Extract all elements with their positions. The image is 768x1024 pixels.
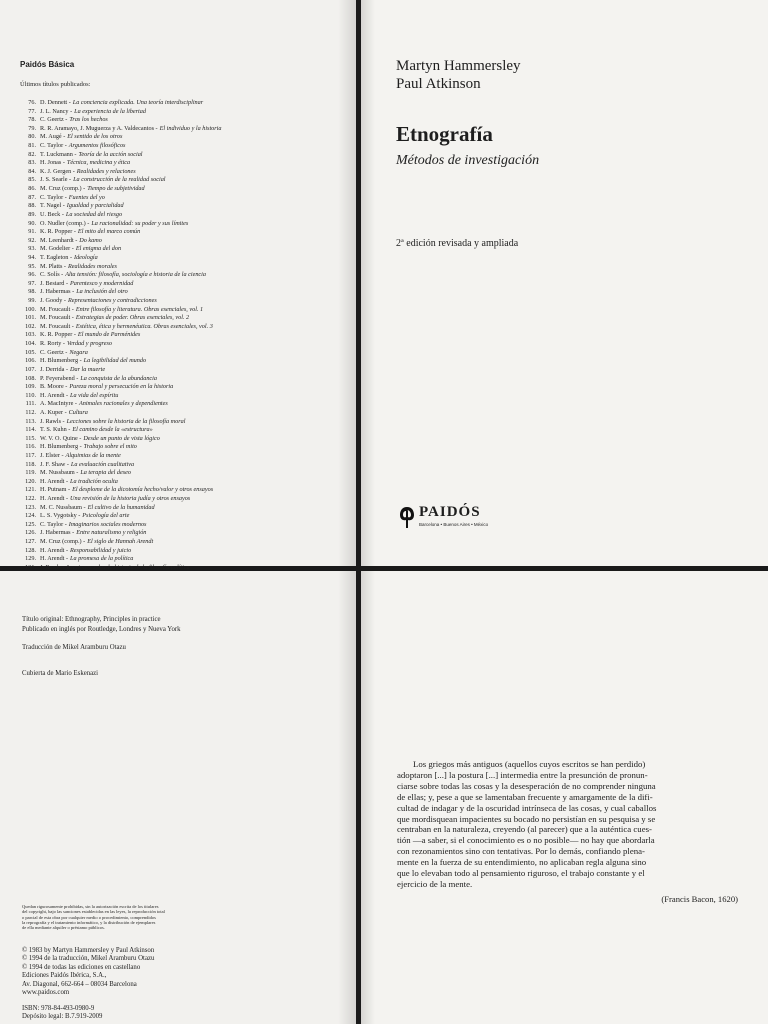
entry-number: 127.: [25, 538, 36, 546]
entry-author: A. MacIntyre -: [40, 400, 77, 408]
entry-number: 99.: [28, 297, 36, 305]
entry-author: C. Taylor -: [40, 193, 67, 201]
entry-title: El siglo de Hannah Arendt: [87, 538, 154, 546]
list-item: [20, 555, 342, 564]
entry-title: Verdad y progreso: [66, 340, 112, 348]
entry-author: C. Geertz -: [40, 116, 68, 124]
list-item: [20, 116, 342, 125]
epigraph-line: cultad de indagar y de la oscuridad intrínseca de las cosas, y cual caballos: [397, 802, 657, 813]
entry-author: J. Goody -: [40, 297, 66, 305]
entry-author: T. Nagel -: [40, 202, 65, 210]
copyright-line: Ediciones Paidós Ibérica, S.A.,: [22, 972, 107, 980]
entry-author: L. S. Vygotsky -: [40, 512, 81, 520]
entry-author: D. Dennett -: [40, 99, 71, 106]
legal-line: o parcial de esta obra por cualquier medio o procedimiento, comprendidos: [22, 914, 156, 920]
entry-author: M. Cruz (comp.) -: [40, 185, 86, 193]
epigraph-line: ciarse sobre todas las cosas y la desesperación de no comprender ninguna: [397, 780, 656, 791]
entry-author: H. Putnam -: [40, 486, 71, 494]
entry-number: 113.: [25, 417, 36, 425]
list-item: [20, 306, 342, 315]
entry-author: H. Arendt -: [40, 477, 69, 485]
entry-number: 120.: [25, 477, 36, 485]
entry-author: O. Nudler (comp.) -: [40, 219, 90, 227]
entry-title: Entre filosofía y literatura. Obras esenciales, vol. 1: [75, 305, 204, 313]
published-titles-list: [20, 99, 342, 573]
entry-author: J. F. Shaw -: [40, 460, 69, 468]
list-item: [20, 418, 342, 427]
list-item: [20, 538, 342, 547]
list-item: [20, 314, 342, 323]
entry-title: Desde un punto de vista lógico: [83, 434, 160, 442]
entry-author: C. Taylor -: [40, 142, 67, 150]
entry-title: La inclusión del otro: [76, 288, 128, 296]
entry-title: Entre naturalismo y religión: [76, 529, 147, 537]
entry-number: 96.: [28, 271, 36, 279]
list-item: [20, 495, 342, 504]
epigraph-line: centraban en la naturaleza, creyendo (al parecer) que a la auténtica cues-: [397, 824, 652, 835]
original-publisher: Publicado en inglés por Routledge, Londres y Nueva York: [22, 626, 181, 633]
entry-title: Alquimias de la mente: [65, 451, 121, 459]
list-item: [20, 280, 342, 289]
list-item: [20, 400, 342, 409]
legal-line: del copyright, bajo las sanciones establecidas en las leyes, la reproducción total: [22, 909, 165, 915]
epigraph-line: con rezonamientos sino con tentativas. Por lo demás, confiando plena-: [397, 846, 645, 857]
entry-author: J. S. Searle -: [40, 176, 72, 184]
list-item: [20, 529, 342, 538]
list-item: [20, 151, 342, 160]
entry-number: 118.: [25, 460, 36, 468]
entry-number: 102.: [25, 322, 36, 330]
original-title: Título original: Ethnography, Principles in practice: [22, 616, 161, 623]
list-item: [20, 357, 342, 366]
list-item: [20, 108, 342, 117]
entry-title: La construcción de la realidad social: [73, 176, 166, 184]
latest-titles-label: Últimos títulos publicados:: [20, 81, 91, 88]
list-item: [20, 323, 342, 332]
entry-number: 100.: [25, 305, 36, 313]
entry-title: Realidades y relaciones: [76, 167, 136, 175]
list-item: [20, 392, 342, 401]
series-list-page: [0, 0, 356, 571]
entry-number: 117.: [25, 451, 36, 459]
entry-title: Negara: [69, 348, 88, 356]
cover-credit: Cubierta de Mario Eskenazi: [22, 670, 99, 677]
entry-title: El mito del marco común: [77, 228, 141, 236]
entry-title: El enigma del don: [75, 245, 122, 253]
entry-title: El desplome de la dicotomía hecho/valor y otros ensayos: [72, 486, 214, 494]
title-page: [361, 0, 768, 566]
entry-author: H. Arendt -: [40, 391, 69, 399]
entry-author: J. Elster -: [40, 451, 64, 459]
entry-number: 87.: [28, 193, 36, 201]
list-item: [20, 288, 342, 297]
entry-number: 121.: [25, 486, 36, 494]
entry-number: 124.: [25, 512, 36, 520]
entry-author: K. R. Popper -: [40, 228, 76, 236]
entry-title: El sentido de los otros: [67, 133, 123, 141]
list-item: [20, 168, 342, 177]
list-item: [20, 99, 342, 108]
entry-number: 116.: [25, 443, 36, 451]
entry-number: 128.: [25, 546, 36, 554]
epigraph-attribution: (Francis Bacon, 1620): [661, 894, 738, 904]
entry-author: C. Solís -: [40, 271, 64, 279]
epigraph-line: tión —a saber, si el conocimiento es o no posible— no hay que abordarla: [397, 835, 655, 846]
entry-title: Realidades morales: [67, 262, 117, 270]
entry-author: C. Geertz -: [40, 348, 68, 356]
entry-author: H. Blumenberg -: [40, 443, 82, 451]
entry-author: J. Rawls -: [40, 417, 65, 425]
entry-number: 94.: [28, 253, 36, 261]
list-item: [20, 366, 342, 375]
author-name-2: Paul Atkinson: [396, 76, 481, 92]
legal-line: la reprografía y el tratamiento informático, y la distribución de ejemplares: [22, 919, 156, 925]
entry-author: W. V. O. Quine -: [40, 434, 82, 442]
epigraph-line: Los griegos más antiguos (aquellos cuyos escritos se han perdido): [413, 759, 646, 769]
entry-author: R. Rorty -: [40, 340, 65, 348]
entry-author: M. Foucault -: [40, 314, 74, 322]
author-name-1: Martyn Hammersley: [396, 58, 521, 74]
entry-author: J. Derrida -: [40, 365, 69, 373]
entry-number: 83.: [28, 159, 36, 167]
entry-author: M. Foucault -: [40, 322, 74, 330]
entry-number: 81.: [28, 142, 36, 150]
list-item: [20, 228, 342, 237]
entry-title: Técnica, medicina y ética: [66, 159, 131, 167]
page-gutter-shadow: [361, 0, 375, 566]
list-item: [20, 185, 342, 194]
list-item: [20, 409, 342, 418]
entry-title: Tras los hechos: [69, 116, 108, 124]
entry-title: Responsabilidad y juicio: [70, 546, 132, 554]
copyright-line: © 1994 de todas las ediciones en castellano: [22, 963, 141, 971]
entry-number: 82.: [28, 150, 36, 158]
entry-number: 93.: [28, 245, 36, 253]
entry-number: 115.: [25, 434, 36, 442]
entry-title: El individuo y la historia: [159, 124, 222, 132]
page-gutter-shadow: [338, 571, 356, 1024]
entry-author: J. L. Nancy -: [40, 107, 73, 115]
entry-author: M. Leenhardt -: [40, 236, 78, 244]
entry-title: Parentesco y modernidad: [70, 279, 134, 287]
entry-number: 131.: [25, 563, 36, 571]
series-name: Paidós Básica: [20, 60, 75, 69]
legal-deposit: Depósito legal: B.7.919-2009: [22, 1013, 103, 1021]
entry-author: B. Moore -: [40, 383, 68, 391]
legal-line: Quedan rigurosamente prohibidas, sin la autorización escrita de los titulares: [22, 904, 159, 909]
copyright-block: [22, 947, 154, 997]
entry-title: El camino desde la «estructura»: [72, 426, 153, 434]
entry-title: Cultura: [68, 408, 88, 416]
entry-title: Lecciones sobre la historia de la filosofía política: [66, 563, 190, 571]
copyright-line: www.paidos.com: [22, 989, 70, 997]
epigraph-quote: [397, 759, 717, 890]
entry-number: 88.: [28, 202, 36, 210]
entry-author: K. R. Popper -: [40, 331, 76, 339]
entry-number: 91.: [28, 228, 36, 236]
list-item: [20, 521, 342, 530]
entry-author: A. Kuper -: [40, 408, 67, 416]
publisher-logo: [399, 505, 488, 529]
entry-number: 119.: [25, 469, 36, 477]
list-item: [20, 297, 342, 306]
entry-number: 90.: [28, 219, 36, 227]
entry-author: M. Augé -: [40, 133, 66, 141]
entry-author: H. Arendt -: [40, 555, 69, 563]
list-item: [20, 176, 342, 185]
list-item: [20, 159, 342, 168]
list-item: [20, 478, 342, 487]
legal-notice: [22, 904, 227, 930]
list-item: [20, 426, 342, 435]
list-item: [20, 469, 342, 478]
list-item: [20, 254, 342, 263]
list-item: [20, 383, 342, 392]
publisher-name: PAIDÓS: [419, 504, 481, 520]
entry-author: M. Platts -: [40, 262, 66, 270]
entry-author: M. Cruz (comp.) -: [40, 538, 86, 546]
list-item: [20, 435, 342, 444]
entry-author: H. Jonas -: [40, 159, 65, 167]
entry-number: 109.: [25, 383, 36, 391]
entry-title: Estrategias de poder. Obras esenciales, vol. 2: [75, 314, 190, 322]
epigraph-line: adoptaron [...] la postura [...] intermedia entre la presunción de pronun-: [397, 769, 648, 780]
entry-number: 108.: [25, 374, 36, 382]
entry-author: R. R. Aramayo, J. Muguerza y A. Valdecantos -: [40, 124, 158, 132]
entry-author: M. Nussbaum -: [40, 469, 79, 477]
entry-title: Pureza moral y persecución en la historia: [69, 383, 174, 391]
entry-title: La conciencia explicada. Una teoría interdisciplinar: [72, 99, 204, 106]
entry-title: Trabajo sobre el mito: [83, 443, 137, 451]
entry-number: 84.: [28, 167, 36, 175]
entry-number: 95.: [28, 262, 36, 270]
entry-title: Lecciones sobre la historia de la filosofía moral: [66, 417, 186, 425]
entry-title: Alta tensión: filosofía, sociología e historia de la ciencia: [65, 271, 206, 279]
entry-number: 114.: [25, 426, 36, 434]
list-item: [20, 349, 342, 358]
list-item: [20, 194, 342, 203]
entry-author: P. Feyerabend -: [40, 374, 79, 382]
entry-number: 111.: [25, 400, 36, 408]
entry-title: El cultivo de la humanidad: [87, 503, 155, 511]
copyright-line: © 1983 by Martyn Hammersley y Paul Atkinson: [22, 947, 155, 954]
entry-author: T. S. Kuhn -: [40, 426, 71, 434]
epigraph-line: que mordisquean impacientes su bocado no persistían en su pesquisa y se: [397, 813, 656, 824]
publisher-mark-icon: [399, 505, 415, 529]
list-item: [20, 220, 342, 229]
publisher-cities: Barcelona • Buenos Aires • México: [419, 522, 489, 527]
epigraph-line: mente en la fuerza de su entendimiento, no aplicaban regla alguna sino: [397, 857, 647, 868]
list-item: [20, 133, 342, 142]
entry-title: La promesa de la política: [70, 555, 134, 563]
list-item: [20, 512, 342, 521]
entry-author: M. Foucault -: [40, 305, 74, 313]
entry-title: Argumentos filosóficos: [68, 142, 126, 150]
entry-title: Estética, ética y hermenéutica. Obras esenciales, vol. 3: [75, 322, 213, 330]
entry-author: U. Beck -: [40, 210, 64, 218]
entry-author: H. Arendt -: [40, 495, 69, 503]
list-item: [20, 237, 342, 246]
legal-line: de ella mediante alquiler o préstamo públicos.: [22, 925, 105, 931]
list-item: [20, 375, 342, 384]
entry-number: 123.: [25, 503, 36, 511]
entry-title: Teoría de la acción social: [78, 150, 143, 158]
page-gutter-shadow: [361, 571, 375, 1024]
entry-number: 80.: [28, 133, 36, 141]
entry-title: La vida del espíritu: [70, 391, 119, 399]
list-item: [20, 504, 342, 513]
epigraph-page: [361, 571, 768, 1024]
entry-title: Tiempo de subjetividad: [87, 185, 145, 193]
entry-author: T. Luckmann -: [40, 150, 77, 158]
entry-number: 85.: [28, 176, 36, 184]
entry-title: Una revisión de la historia judía y otros ensayos: [70, 495, 191, 503]
entry-number: 86.: [28, 185, 36, 193]
entry-author: M. C. Nussbaum -: [40, 503, 86, 511]
list-item: [20, 331, 342, 340]
entry-number: 125.: [25, 520, 36, 528]
entry-title: La terapia del deseo: [80, 469, 132, 477]
entry-title: La racionalidad: su poder y sus límites: [91, 219, 189, 227]
entry-number: 76.: [28, 99, 36, 106]
entry-author: H. Blumenberg -: [40, 357, 82, 365]
entry-number: 77.: [28, 107, 36, 115]
entry-author: J. Rawls -: [40, 563, 65, 571]
entry-title: El mundo de Parménides: [77, 331, 141, 339]
entry-author: T. Eagleton -: [40, 253, 73, 261]
entry-author: J. Habermas -: [40, 529, 75, 537]
entry-author: C. Taylor -: [40, 520, 67, 528]
entry-number: 112.: [25, 408, 36, 416]
entry-title: Fuentes del yo: [68, 193, 105, 201]
list-item: [20, 443, 342, 452]
list-item: [20, 461, 342, 470]
list-item: [20, 211, 342, 220]
entry-number: 107.: [25, 365, 36, 373]
entry-title: La tradición oculta: [70, 477, 118, 485]
entry-number: 89.: [28, 210, 36, 218]
entry-number: 92.: [28, 236, 36, 244]
entry-title: Ideología: [74, 253, 98, 261]
entry-title: Igualdad y parcialidad: [66, 202, 124, 210]
entry-title: Psicología del arte: [82, 512, 130, 520]
entry-number: 78.: [28, 116, 36, 124]
list-item: [20, 452, 342, 461]
epigraph-line: de ellas; y, pese a que se lamentaban frecuente y amargamente de la difi-: [397, 791, 653, 802]
list-item: [20, 142, 342, 151]
entry-number: 126.: [25, 529, 36, 537]
list-item: [20, 245, 342, 254]
entry-number: 104.: [25, 340, 36, 348]
entry-author: J. Habermas -: [40, 288, 75, 296]
epigraph-line: ejercicio de la mente.: [397, 878, 473, 889]
entry-number: 97.: [28, 279, 36, 287]
entry-title: La experiencia de la libertad: [74, 107, 146, 115]
list-item: [20, 486, 342, 495]
epigraph-line: que lo elevaban todo al pensamiento riguroso, el trabajo constante y el: [397, 868, 645, 879]
copyright-page: [0, 571, 356, 1024]
entry-author: H. Arendt -: [40, 546, 69, 554]
entry-title: Representaciones y contradicciones: [67, 297, 157, 305]
translator-credit: Traducción de Mikel Aramburu Otazu: [22, 644, 126, 651]
isbn: ISBN: 978-84-493-0980-9: [22, 1005, 95, 1012]
list-item: [20, 125, 342, 134]
list-item: [20, 547, 342, 556]
book-subtitle: Métodos de investigación: [396, 153, 540, 168]
entry-title: Animales racionales y dependientes: [78, 400, 168, 408]
edition-note: 2ª edición revisada y ampliada: [396, 238, 519, 249]
entry-title: Do kamo: [79, 236, 102, 244]
book-title: Etnografía: [396, 122, 493, 146]
copyright-line: © 1994 de la traducción, Mikel Aramburu Otazu: [22, 955, 155, 963]
entry-title: La evaluación cualitativa: [70, 460, 135, 468]
entry-author: M. Godelier -: [40, 245, 74, 253]
entry-title: La sociedad del riesgo: [65, 210, 123, 218]
entry-number: 105.: [25, 348, 36, 356]
list-item: [20, 263, 342, 272]
copyright-line: Av. Diagonal, 662-664 – 08034 Barcelona: [22, 980, 137, 988]
entry-title: Dar la muerte: [70, 365, 106, 373]
entry-number: 103.: [25, 331, 36, 339]
list-item: [20, 202, 342, 211]
entry-author: J. Bestard -: [40, 279, 69, 287]
entry-number: 106.: [25, 357, 36, 365]
entry-number: 101.: [25, 314, 36, 322]
entry-number: 110.: [25, 391, 36, 399]
entry-title: Imaginarios sociales modernos: [68, 520, 147, 528]
entry-number: 129.: [25, 555, 36, 563]
entry-number: 122.: [25, 495, 36, 503]
entry-title: La conquista de la abundancia: [80, 374, 157, 382]
entry-author: K. J. Gergen -: [40, 167, 75, 175]
entry-title: La legibilidad del mundo: [83, 357, 147, 365]
entry-number: 98.: [28, 288, 36, 296]
entry-number: 79.: [28, 124, 36, 132]
list-item: [20, 271, 342, 280]
isbn-block: [22, 1005, 102, 1022]
list-item: [20, 340, 342, 349]
